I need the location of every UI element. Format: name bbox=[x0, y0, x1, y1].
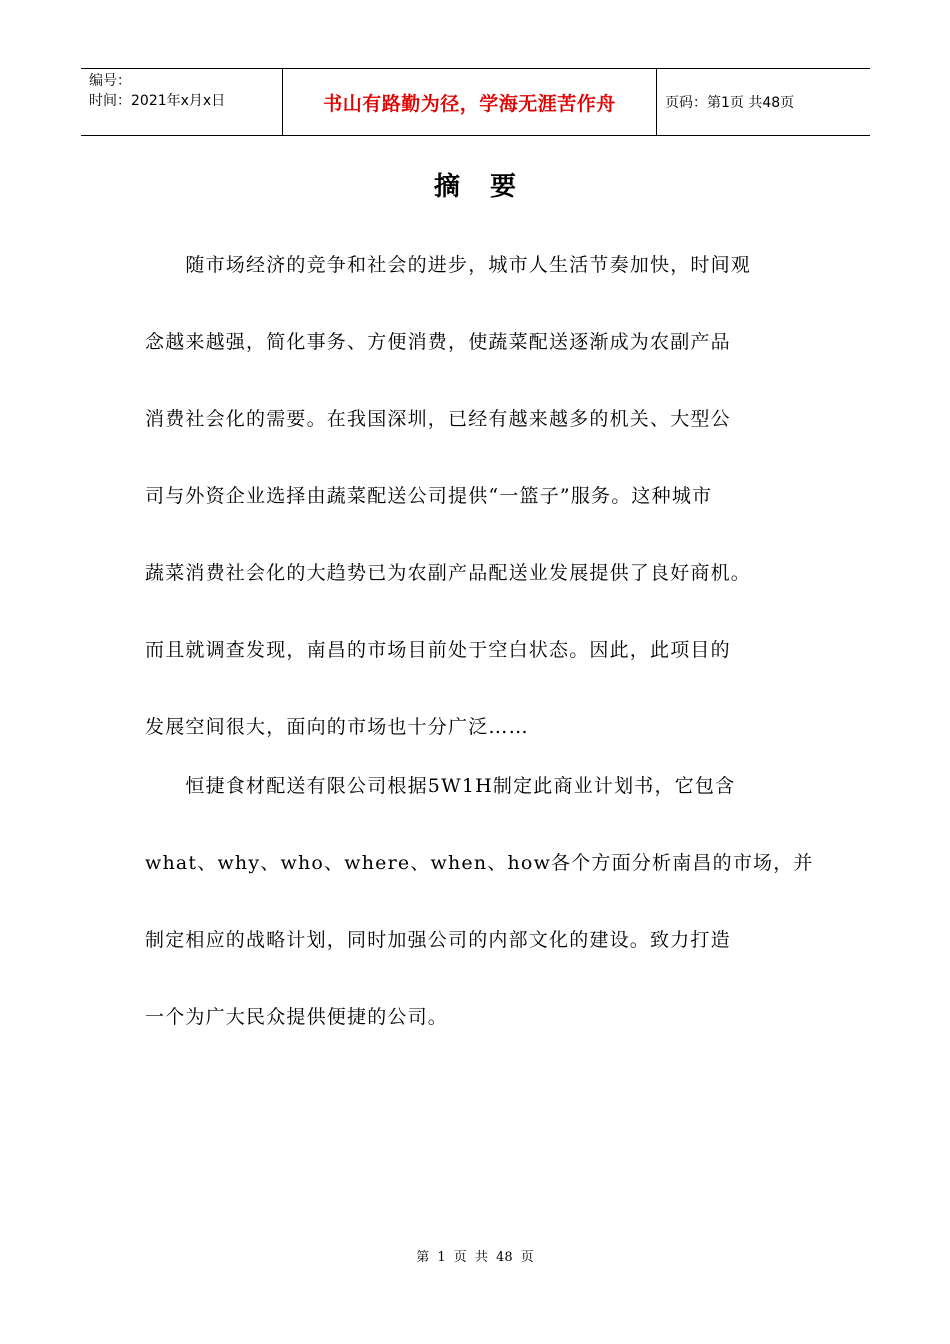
paragraph-line: 而且就调查发现，南昌的市场目前处于空白状态。因此，此项目的 bbox=[145, 639, 731, 661]
paragraph-line: 蔬菜消费社会化的大趋势已为农副产品配送业发展提供了良好商机。 bbox=[145, 562, 752, 584]
paragraph-line: 司与外资企业选择由蔬菜配送公司提供“一篮子”服务。这种城市 bbox=[145, 485, 713, 507]
header-motto: 书山有路勤为径，学海无涯苦作舟 bbox=[323, 92, 616, 115]
page-footer: 第 1 页 共 48 页 bbox=[416, 1250, 534, 1265]
header-motto-cell bbox=[283, 69, 657, 135]
paragraph-line: 念越来越强，简化事务、方便消费，使蔬菜配送逐渐成为农副产品 bbox=[145, 331, 731, 353]
page-title: 摘要 bbox=[433, 172, 546, 202]
header-page-info: 页码：第1页 共48页 bbox=[665, 95, 795, 111]
document-header bbox=[81, 68, 870, 136]
paragraph-2 bbox=[145, 771, 825, 1079]
paragraph-line: 一个为广大民众提供便捷的公司。 bbox=[145, 1006, 449, 1028]
paragraph-line: 恒捷食材配送有限公司根据5W1H制定此商业计划书，它包含 bbox=[145, 775, 736, 797]
paragraph-line: 消费社会化的需要。在我国深圳，已经有越来越多的机关、大型公 bbox=[145, 408, 731, 430]
document-date-label: 时间：2021年x月x日 bbox=[89, 93, 226, 109]
header-meta-cell bbox=[81, 69, 283, 135]
paragraph-line: what、why、who、where、when、how各个方面分析南昌的市场，并 bbox=[145, 852, 814, 874]
paragraph-1 bbox=[145, 250, 825, 789]
paragraph-line: 随市场经济的竞争和社会的进步，城市人生活节奏加快，时间观 bbox=[145, 254, 752, 276]
paragraph-line: 制定相应的战略计划，同时加强公司的内部文化的建设。致力打造 bbox=[145, 929, 731, 951]
document-number-label: 编号： bbox=[89, 73, 131, 89]
paragraph-line: 发展空间很大，面向的市场也十分广泛…… bbox=[145, 716, 529, 738]
header-page-cell bbox=[657, 69, 870, 135]
